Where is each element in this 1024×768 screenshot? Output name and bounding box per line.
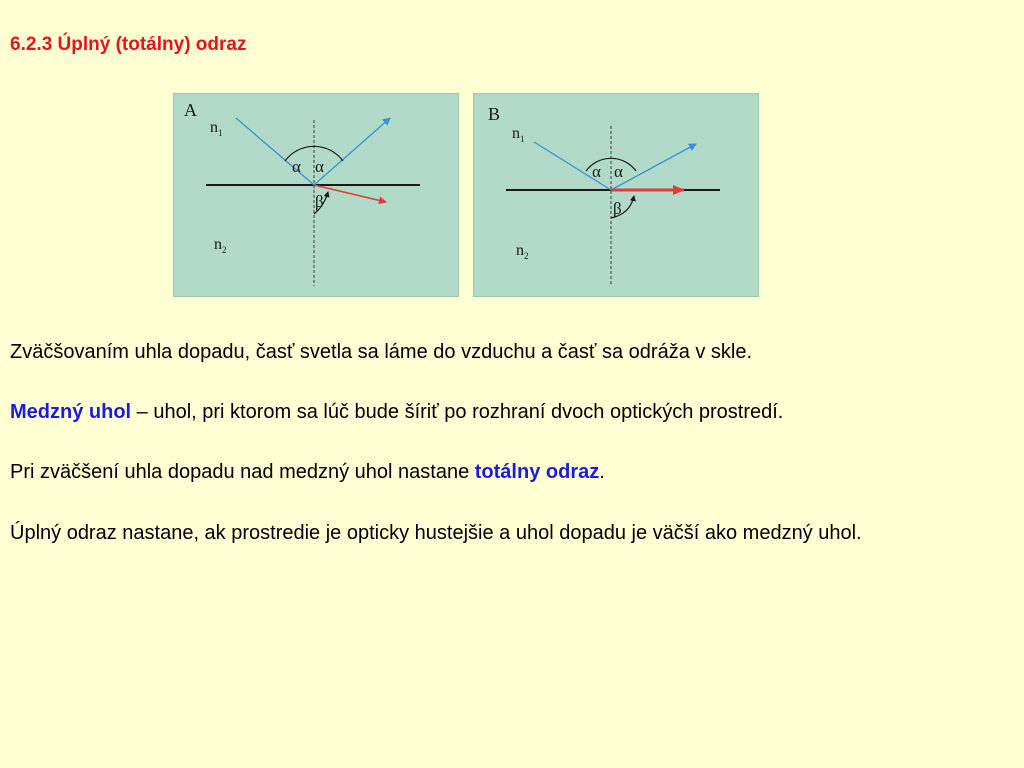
diagram-b-svg xyxy=(474,94,758,296)
panel-label-a: A xyxy=(184,100,197,120)
term-total-reflection: totálny odraz xyxy=(474,461,600,483)
panel-label-b: B xyxy=(488,104,501,124)
term-critical-angle: Medzný uhol xyxy=(10,401,132,423)
paragraph-condition: Úplný odraz nastane, ak prostredie je opticky hustejšie a uhol dopadu je väčší ako medzný uhol. xyxy=(10,522,862,544)
critical-angle-definition: – uhol, pri ktorom sa lúč bude šíriť po rozhraní dvoch optických prostredí. xyxy=(131,401,784,423)
slide-title: 6.2.3 Úplný (totálny) odraz xyxy=(10,34,247,55)
alpha-right-label: α xyxy=(614,162,623,181)
medium-n2-label: $n_2$ xyxy=(516,242,529,261)
paragraph-total-reflection xyxy=(10,458,1014,487)
alpha-left-label: α xyxy=(592,162,601,181)
refraction-figure xyxy=(174,94,758,296)
alpha-left-label: α xyxy=(292,157,301,176)
medium-n2-label: $n_2$ xyxy=(214,236,227,255)
diagram-panel-a xyxy=(174,94,458,296)
incident-ray xyxy=(236,118,314,185)
sentence-period: . xyxy=(599,461,605,483)
total-reflection-intro: Pri zväčšení uhla dopadu nad medzný uhol nastane xyxy=(10,461,475,483)
paragraph-critical-angle xyxy=(10,398,1014,427)
paragraph-explanation: Zväčšovaním uhla dopadu, časť svetla sa láme do vzduchu a časť sa odráža v skle. xyxy=(10,341,753,363)
medium-n1-label: $n_1$ xyxy=(512,125,525,144)
beta-label: β xyxy=(613,199,622,218)
reflected-ray xyxy=(314,118,390,185)
diagram-panel-b xyxy=(474,94,758,296)
medium-n1-label: $n_1$ xyxy=(210,119,223,138)
diagram-a-svg xyxy=(174,94,458,296)
reflected-ray xyxy=(611,144,696,190)
beta-label: β xyxy=(315,192,324,211)
alpha-right-label: α xyxy=(315,157,324,176)
